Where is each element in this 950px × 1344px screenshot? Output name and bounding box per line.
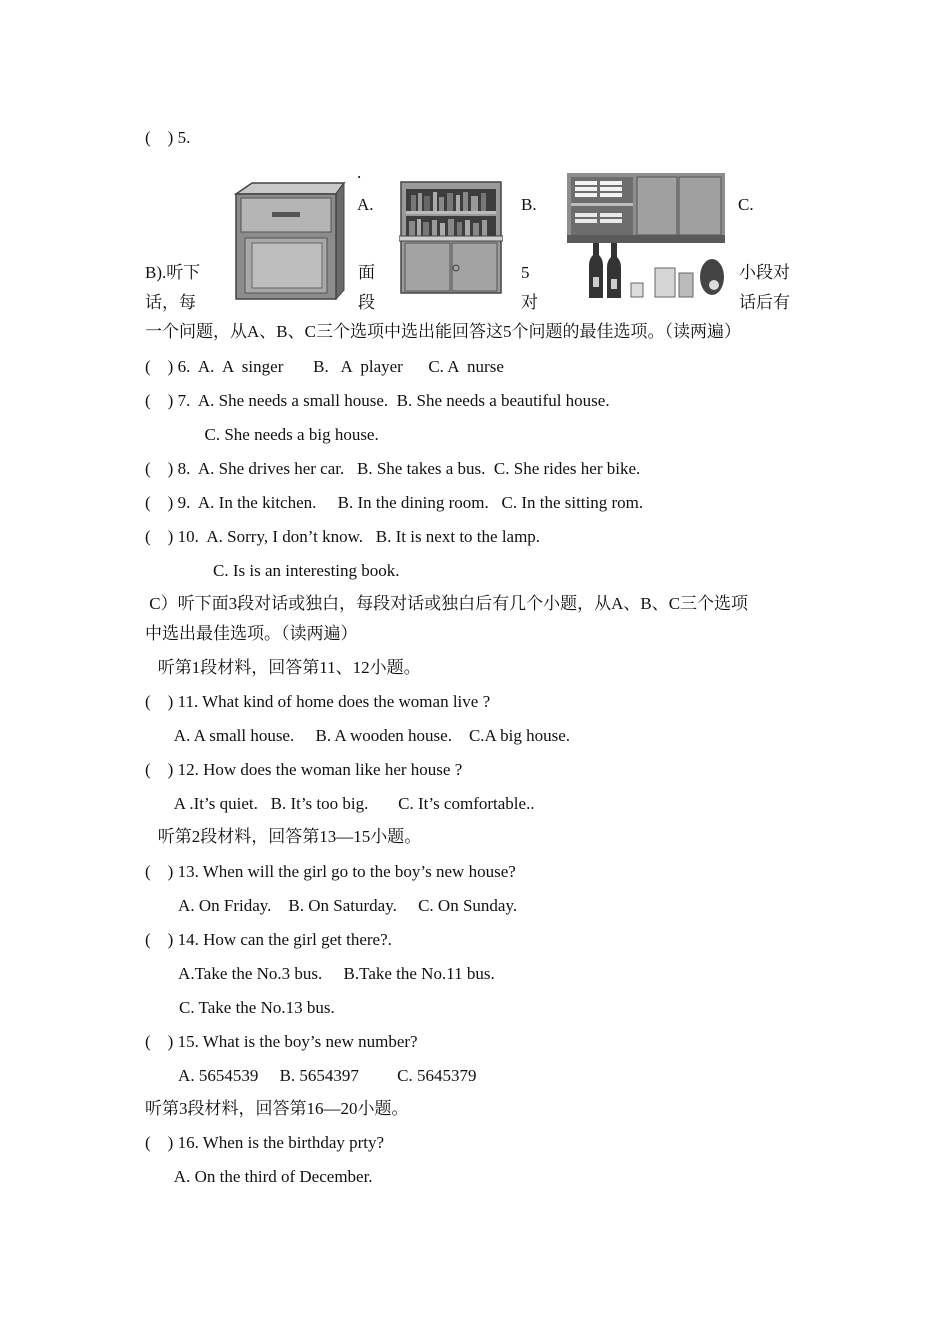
material-3-heading: 听第3段材料，回答第16—20小题。 bbox=[145, 1099, 409, 1118]
question-10-option-c: C. Is is an interesting book. bbox=[145, 561, 400, 580]
option-c-label: C. bbox=[738, 195, 754, 214]
question-13: ( ) 13. When will the girl go to the boy’s new house? bbox=[145, 862, 516, 881]
section-b-line1-mid1: 面 bbox=[358, 263, 375, 282]
stray-dot: . bbox=[357, 163, 362, 182]
section-b-instruction: 一个问题，从A、B、C三个选项中选出能回答这5个问题的最佳选项。（读两遍） bbox=[145, 322, 741, 341]
question-11: ( ) 11. What kind of home does the woman live ? bbox=[145, 692, 491, 711]
bookcase-image bbox=[399, 180, 503, 295]
section-c-instruction-line2: 中选出最佳选项。（读两遍） bbox=[145, 624, 358, 643]
section-b-line2-right: 话后有 bbox=[739, 293, 790, 312]
section-b-line2-mid1: 段 bbox=[358, 293, 375, 312]
question-15-options: A. 5654539 B. 5654397 C. 5645379 bbox=[145, 1066, 477, 1085]
cabinet-image bbox=[232, 180, 346, 300]
section-b-line1-mid2: 5 bbox=[521, 263, 530, 282]
question-14-option-c: C. Take the No.13 bus. bbox=[145, 998, 335, 1017]
section-c-instruction-line1: C）听下面3段对话或独白，每段对话或独白后有几个小题，从A、B、C三个选项 bbox=[145, 594, 749, 613]
material-1-heading: 听第1段材料，回答第11、12小题。 bbox=[145, 658, 421, 677]
question-9: ( ) 9. A. In the kitchen. B. In the dining room. C. In the sitting rom. bbox=[145, 493, 644, 512]
question-16-option-a: A. On the third of December. bbox=[145, 1167, 373, 1186]
question-13-options: A. On Friday. B. On Saturday. C. On Sunday. bbox=[145, 896, 518, 915]
material-2-heading: 听第2段材料，回答第13—15小题。 bbox=[145, 827, 422, 846]
question-16: ( ) 16. When is the birthday prty? bbox=[145, 1133, 385, 1152]
question-15: ( ) 15. What is the boy’s new number? bbox=[145, 1032, 418, 1051]
section-b-line2-mid2: 对 bbox=[521, 293, 538, 312]
question-14-options: A.Take the No.3 bus. B.Take the No.11 bus. bbox=[145, 964, 495, 983]
question-8: ( ) 8. A. She drives her car. B. She takes a bus. C. She rides her bike. bbox=[145, 459, 641, 478]
option-a-label: A. bbox=[357, 195, 374, 214]
section-b-line1-right: 小段对 bbox=[739, 263, 790, 282]
section-b-line1-left: B).听下 bbox=[145, 263, 201, 282]
question-14: ( ) 14. How can the girl get there?. bbox=[145, 930, 392, 949]
question-11-options: A. A small house. B. A wooden house. C.A big house. bbox=[145, 726, 571, 745]
section-b-line2-left: 话，每 bbox=[145, 293, 196, 312]
kitchen-image bbox=[567, 173, 725, 298]
question-7: ( ) 7. A. She needs a small house. B. She needs a beautiful house. bbox=[145, 391, 610, 410]
option-b-label: B. bbox=[521, 195, 537, 214]
question-12-options: A .It’s quiet. B. It’s too big. C. It’s comfortable.. bbox=[145, 794, 535, 813]
question-12: ( ) 12. How does the woman like her house ? bbox=[145, 760, 463, 779]
question-6: ( ) 6. A. A singer B. A player C. A nurse bbox=[145, 357, 504, 376]
question-10: ( ) 10. A. Sorry, I don’t know. B. It is next to the lamp. bbox=[145, 527, 541, 546]
question-5-stem: ( ) 5. bbox=[145, 128, 191, 147]
question-7-option-c: C. She needs a big house. bbox=[145, 425, 379, 444]
